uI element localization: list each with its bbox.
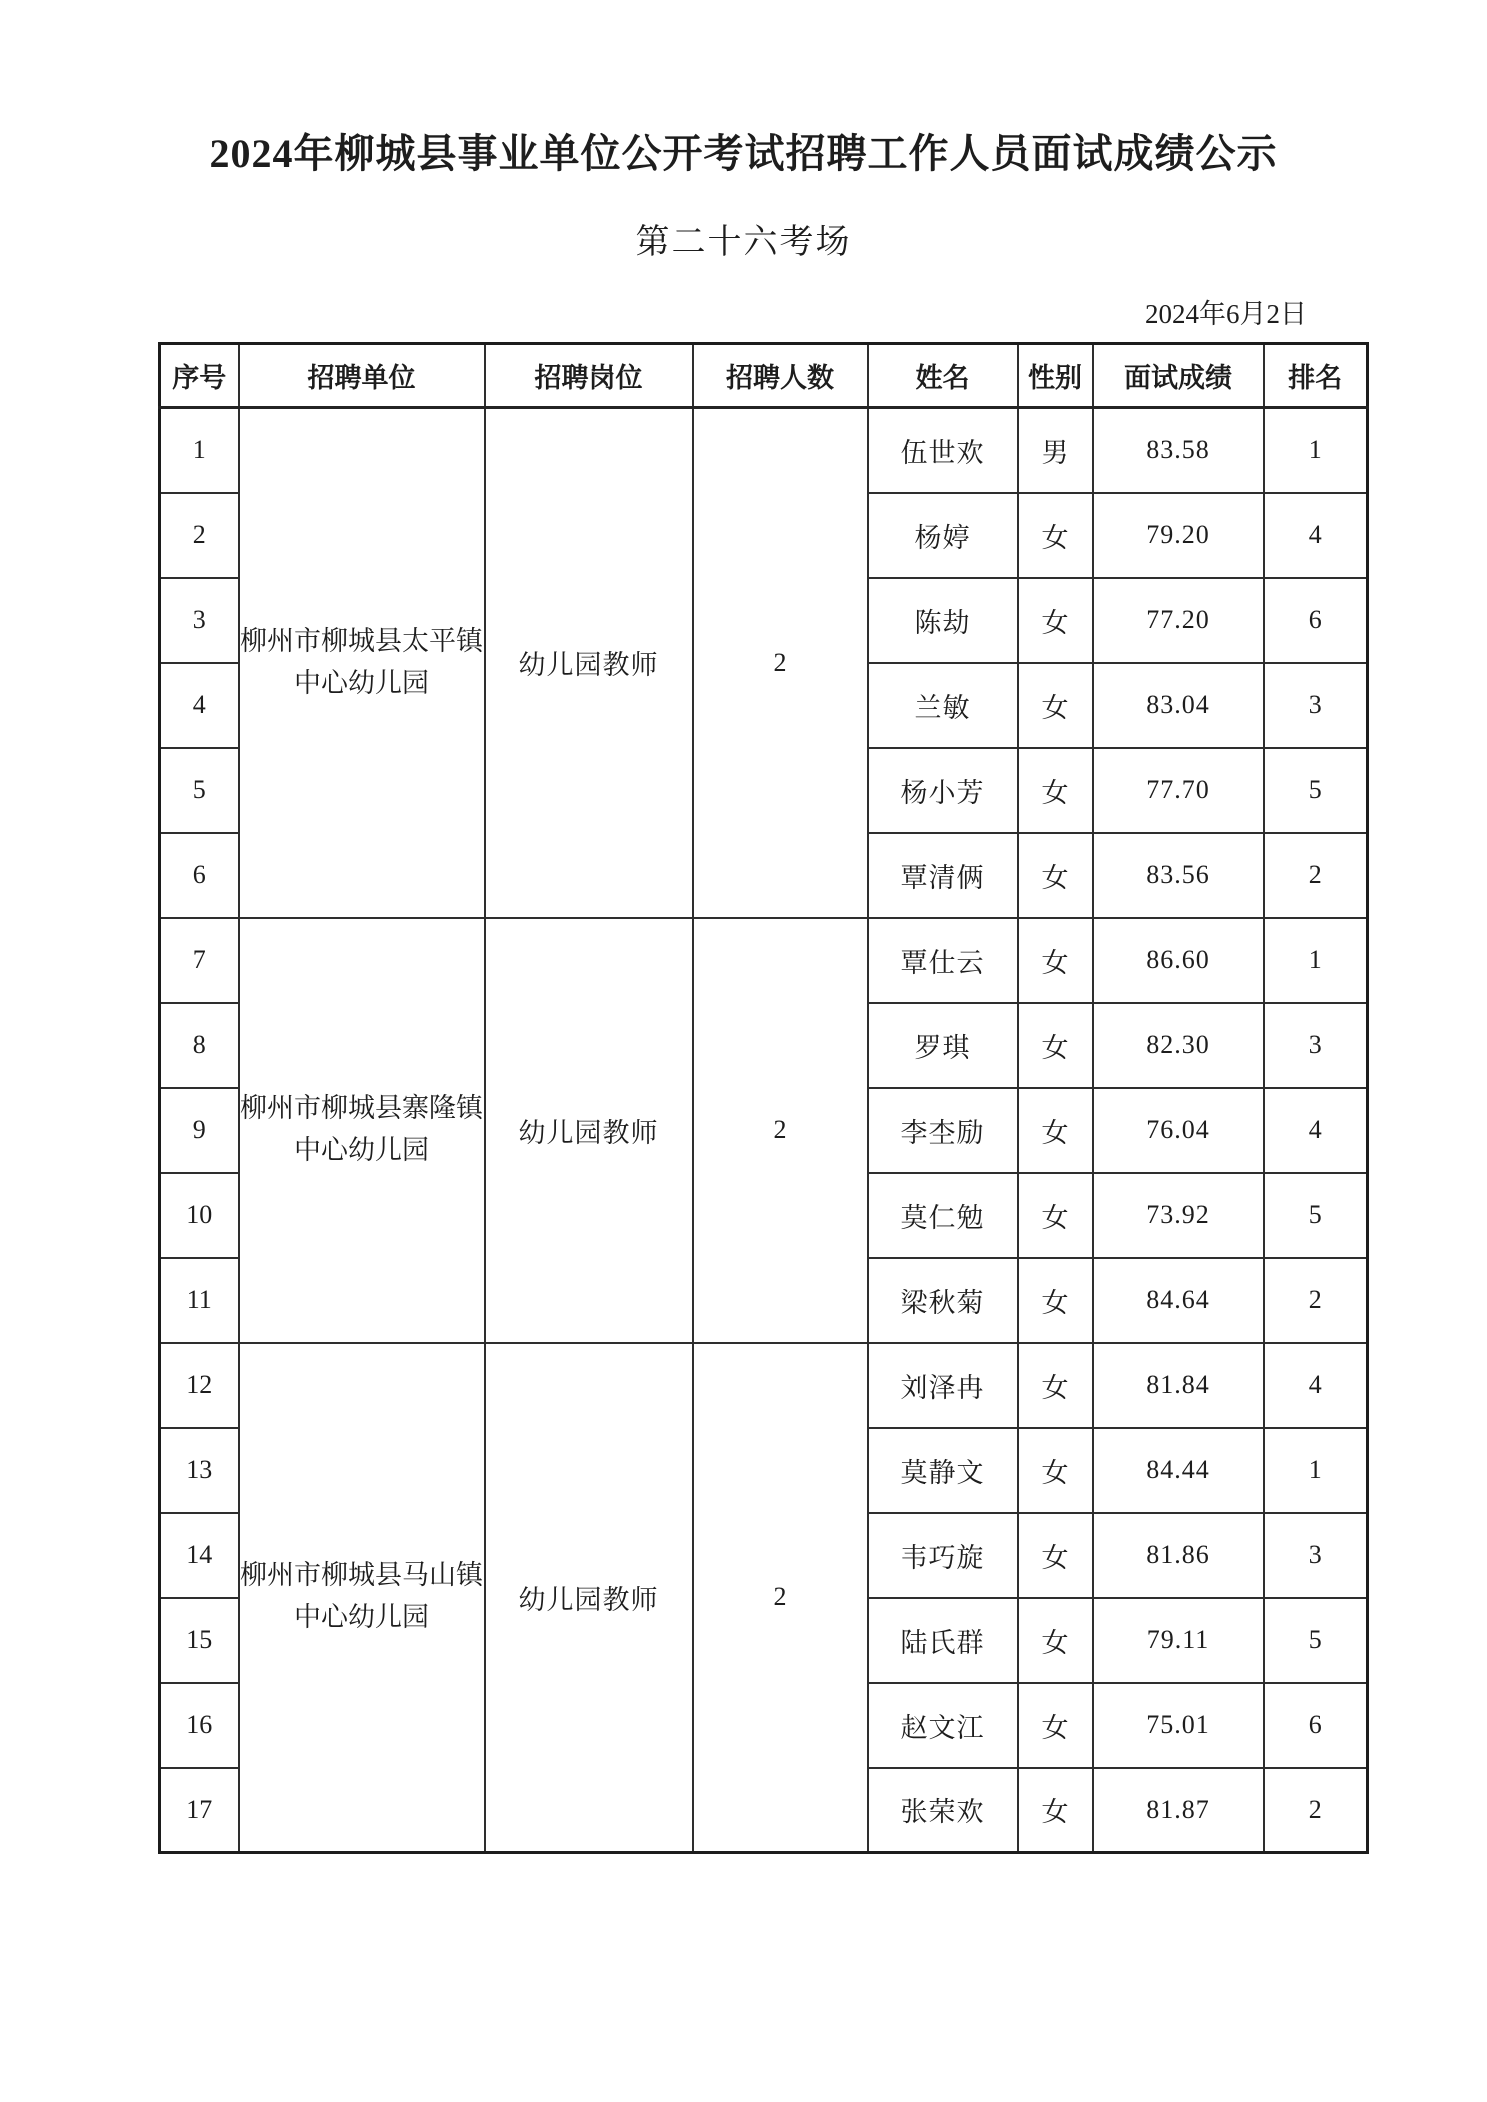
- header-recruit-count: 招聘人数: [693, 344, 868, 408]
- gender-cell: 女: [1018, 1598, 1093, 1683]
- serial-number-cell: 16: [160, 1683, 239, 1768]
- gender-cell: 女: [1018, 1088, 1093, 1173]
- serial-number-cell: 11: [160, 1258, 239, 1343]
- gender-cell: 女: [1018, 1683, 1093, 1768]
- rank-cell: 4: [1264, 1088, 1368, 1173]
- rank-cell: 5: [1264, 1598, 1368, 1683]
- interview-score-cell: 75.01: [1093, 1683, 1264, 1768]
- gender-cell: 女: [1018, 1343, 1093, 1428]
- rank-cell: 3: [1264, 1003, 1368, 1088]
- name-cell: 李杢励: [868, 1088, 1018, 1173]
- header-rank: 排名: [1264, 344, 1368, 408]
- header-position: 招聘岗位: [485, 344, 693, 408]
- interview-score-cell: 84.44: [1093, 1428, 1264, 1513]
- rank-cell: 1: [1264, 1428, 1368, 1513]
- results-table: [158, 342, 1369, 1854]
- header-interview-score: 面试成绩: [1093, 344, 1264, 408]
- name-cell: 兰敏: [868, 663, 1018, 748]
- rank-cell: 4: [1264, 493, 1368, 578]
- recruit-count-cell: 2: [693, 408, 868, 918]
- gender-cell: 男: [1018, 408, 1093, 493]
- name-cell: 张荣欢: [868, 1768, 1018, 1853]
- name-cell: 韦巧旋: [868, 1513, 1018, 1598]
- interview-score-cell: 81.86: [1093, 1513, 1264, 1598]
- recruiting-unit-cell: 柳州市柳城县寨隆镇中心幼儿园: [239, 918, 485, 1343]
- rank-cell: 1: [1264, 408, 1368, 493]
- rank-cell: 4: [1264, 1343, 1368, 1428]
- interview-score-cell: 79.11: [1093, 1598, 1264, 1683]
- table-header-row: [160, 344, 1368, 408]
- name-cell: 覃清俩: [868, 833, 1018, 918]
- gender-cell: 女: [1018, 663, 1093, 748]
- recruiting-unit-cell: 柳州市柳城县马山镇中心幼儿园: [239, 1343, 485, 1853]
- serial-number-cell: 8: [160, 1003, 239, 1088]
- name-cell: 刘泽冉: [868, 1343, 1018, 1428]
- table-row: [160, 408, 1368, 493]
- serial-number-cell: 6: [160, 833, 239, 918]
- position-cell: 幼儿园教师: [485, 918, 693, 1343]
- name-cell: 陈劫: [868, 578, 1018, 663]
- position-cell: 幼儿园教师: [485, 408, 693, 918]
- table-row: [160, 918, 1368, 1003]
- gender-cell: 女: [1018, 918, 1093, 1003]
- name-cell: 杨婷: [868, 493, 1018, 578]
- header-serial-number: 序号: [160, 344, 239, 408]
- rank-cell: 2: [1264, 833, 1368, 918]
- rank-cell: 3: [1264, 663, 1368, 748]
- serial-number-cell: 5: [160, 748, 239, 833]
- interview-score-cell: 76.04: [1093, 1088, 1264, 1173]
- gender-cell: 女: [1018, 833, 1093, 918]
- serial-number-cell: 10: [160, 1173, 239, 1258]
- name-cell: 伍世欢: [868, 408, 1018, 493]
- gender-cell: 女: [1018, 1513, 1093, 1598]
- results-table-body: [160, 408, 1368, 1853]
- name-cell: 梁秋菊: [868, 1258, 1018, 1343]
- recruit-count-cell: 2: [693, 1343, 868, 1853]
- table-row: [160, 1343, 1368, 1428]
- serial-number-cell: 17: [160, 1768, 239, 1853]
- interview-score-cell: 83.58: [1093, 408, 1264, 493]
- name-cell: 罗琪: [868, 1003, 1018, 1088]
- publication-date: 2024年6月2日: [1145, 299, 1307, 329]
- name-cell: 莫静文: [868, 1428, 1018, 1513]
- serial-number-cell: 12: [160, 1343, 239, 1428]
- recruiting-unit-cell: 柳州市柳城县太平镇中心幼儿园: [239, 408, 485, 918]
- gender-cell: 女: [1018, 1003, 1093, 1088]
- gender-cell: 女: [1018, 1768, 1093, 1853]
- rank-cell: 5: [1264, 1173, 1368, 1258]
- header-gender: 性别: [1018, 344, 1093, 408]
- name-cell: 覃仕云: [868, 918, 1018, 1003]
- gender-cell: 女: [1018, 1258, 1093, 1343]
- serial-number-cell: 14: [160, 1513, 239, 1598]
- name-cell: 陆氏群: [868, 1598, 1018, 1683]
- document-title: 2024年柳城县事业单位公开考试招聘工作人员面试成绩公示: [209, 131, 1278, 176]
- name-cell: 赵文江: [868, 1683, 1018, 1768]
- name-cell: 莫仁勉: [868, 1173, 1018, 1258]
- interview-score-cell: 81.87: [1093, 1768, 1264, 1853]
- interview-score-cell: 77.70: [1093, 748, 1264, 833]
- serial-number-cell: 13: [160, 1428, 239, 1513]
- gender-cell: 女: [1018, 748, 1093, 833]
- rank-cell: 3: [1264, 1513, 1368, 1598]
- rank-cell: 5: [1264, 748, 1368, 833]
- rank-cell: 6: [1264, 578, 1368, 663]
- interview-score-cell: 77.20: [1093, 578, 1264, 663]
- exam-room-subtitle: 第二十六考场: [635, 224, 852, 261]
- serial-number-cell: 1: [160, 408, 239, 493]
- rank-cell: 2: [1264, 1768, 1368, 1853]
- gender-cell: 女: [1018, 578, 1093, 663]
- gender-cell: 女: [1018, 1428, 1093, 1513]
- recruit-count-cell: 2: [693, 918, 868, 1343]
- interview-score-cell: 73.92: [1093, 1173, 1264, 1258]
- interview-score-cell: 86.60: [1093, 918, 1264, 1003]
- serial-number-cell: 15: [160, 1598, 239, 1683]
- header-name: 姓名: [868, 344, 1018, 408]
- interview-score-cell: 84.64: [1093, 1258, 1264, 1343]
- rank-cell: 6: [1264, 1683, 1368, 1768]
- name-cell: 杨小芳: [868, 748, 1018, 833]
- interview-score-cell: 83.04: [1093, 663, 1264, 748]
- interview-score-cell: 82.30: [1093, 1003, 1264, 1088]
- position-cell: 幼儿园教师: [485, 1343, 693, 1853]
- header-recruiting-unit: 招聘单位: [239, 344, 485, 408]
- serial-number-cell: 3: [160, 578, 239, 663]
- rank-cell: 1: [1264, 918, 1368, 1003]
- serial-number-cell: 7: [160, 918, 239, 1003]
- interview-score-cell: 83.56: [1093, 833, 1264, 918]
- serial-number-cell: 4: [160, 663, 239, 748]
- interview-score-cell: 81.84: [1093, 1343, 1264, 1428]
- interview-score-cell: 79.20: [1093, 493, 1264, 578]
- rank-cell: 2: [1264, 1258, 1368, 1343]
- serial-number-cell: 2: [160, 493, 239, 578]
- gender-cell: 女: [1018, 1173, 1093, 1258]
- serial-number-cell: 9: [160, 1088, 239, 1173]
- gender-cell: 女: [1018, 493, 1093, 578]
